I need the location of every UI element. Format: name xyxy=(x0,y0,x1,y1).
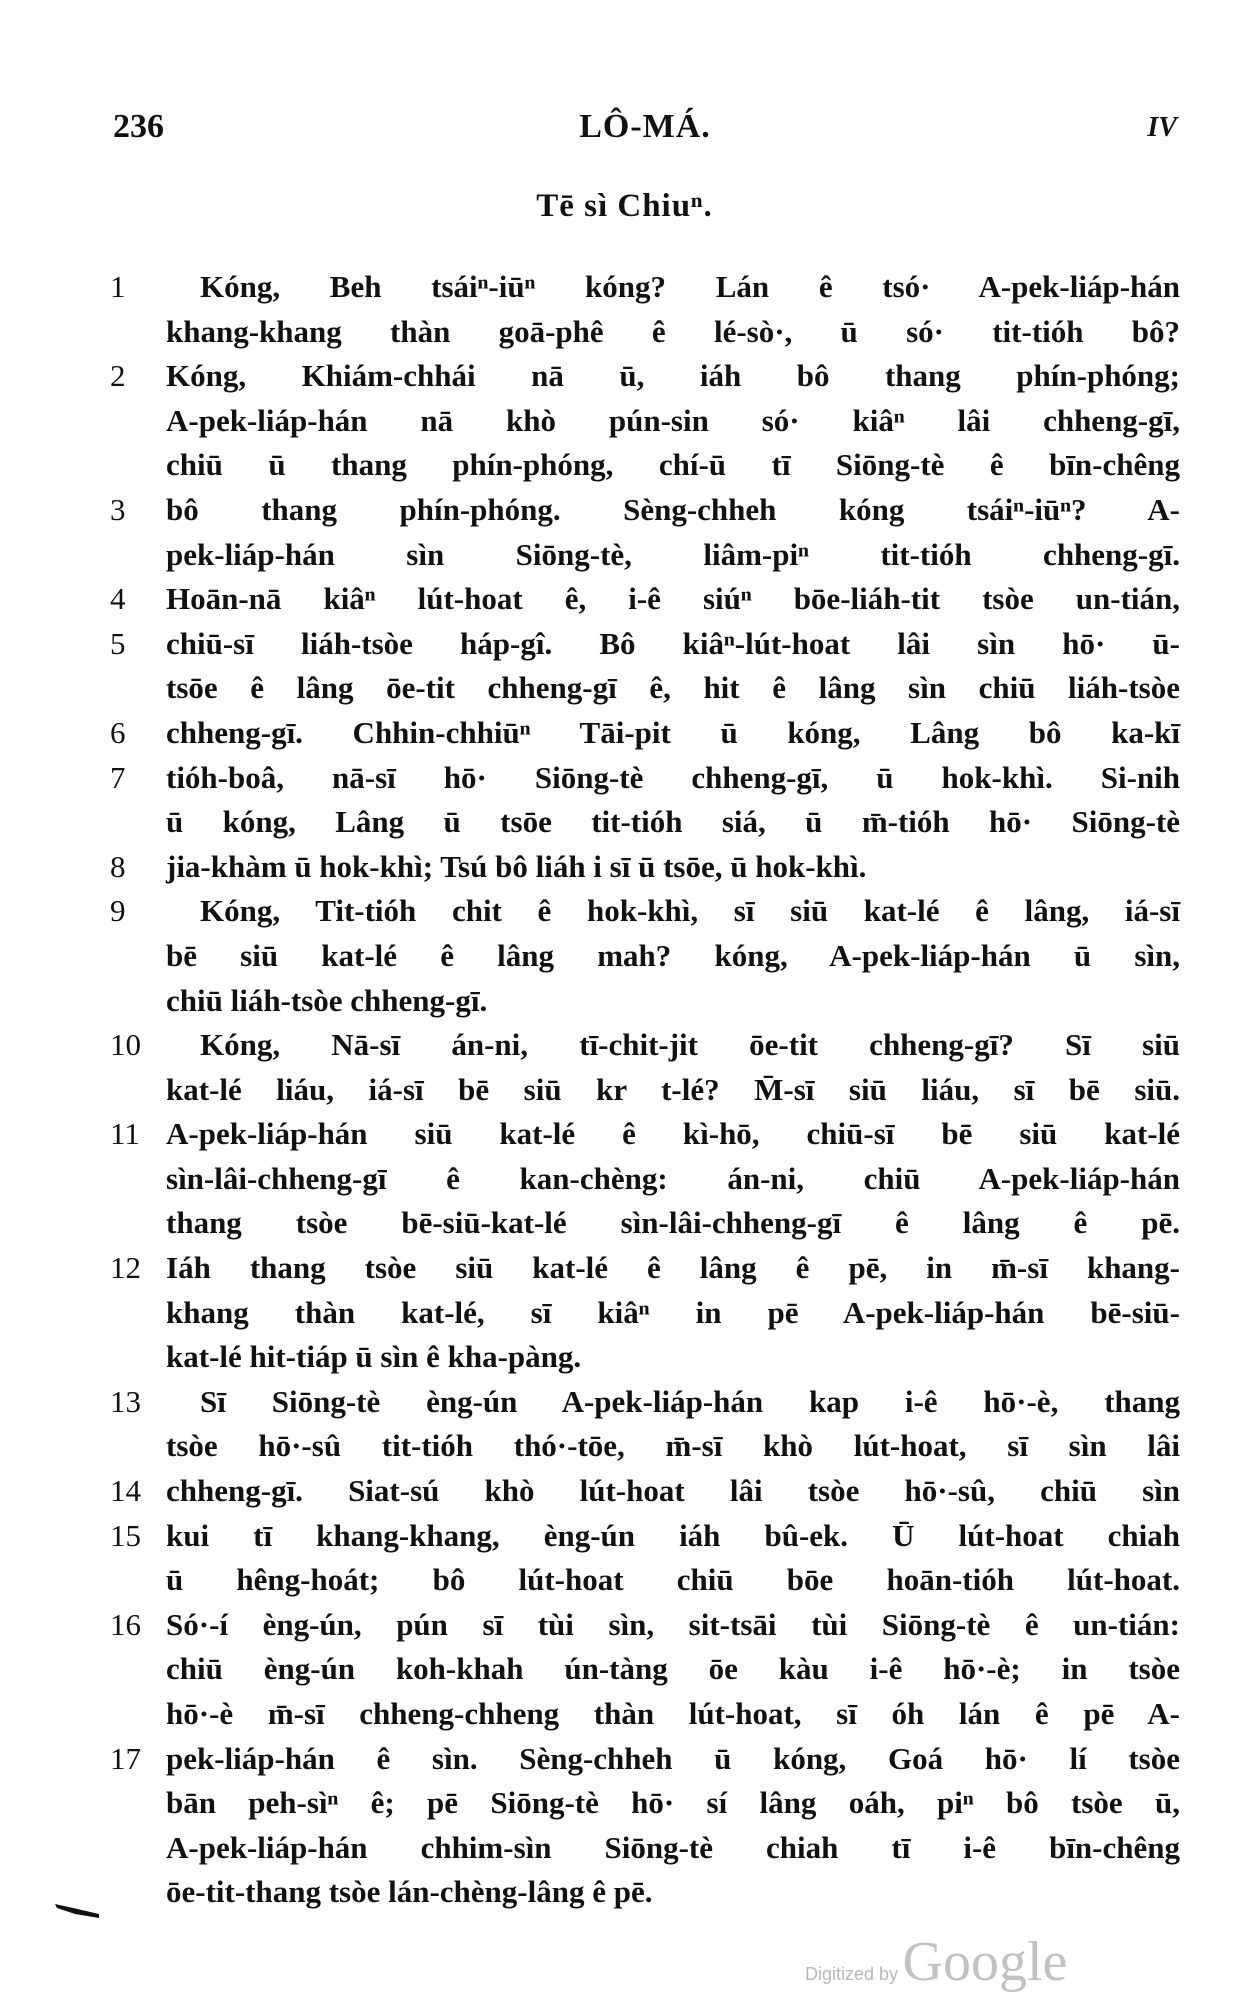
line-text: pek-liáp-hán sìn Siōng-tè, liâm-piⁿ tit-tióh chheng-gī. xyxy=(166,536,1180,572)
pointer-mark-icon xyxy=(55,1902,101,1920)
line-text: Kóng, Tit-tióh chit ê hok-khì, sī siū kat-lé ê lâng, iá-sī xyxy=(200,893,1180,929)
text-line xyxy=(110,443,1180,488)
text-line xyxy=(110,577,1180,622)
text-line xyxy=(110,1826,1180,1871)
text-line xyxy=(110,1469,1180,1514)
line-text: Só·-í èng-ún, pún sī tùi sìn, sit-tsāi tùi Siōng-tè ê un-tián: xyxy=(166,1606,1180,1642)
text-line xyxy=(110,1068,1180,1113)
page-number: 236 xyxy=(113,108,164,145)
digitized-watermark xyxy=(805,1930,1067,1994)
line-text: kui tī khang-khang, èng-ún iáh bû-ek. Ū lút-hoat chiah xyxy=(166,1517,1180,1553)
verse-number: 10 xyxy=(110,1027,141,1063)
verse-number: 6 xyxy=(110,714,126,750)
line-text: tióh-boâ, nā-sī hō· Siōng-tè chheng-gī, ū hok-khì. Si-nih xyxy=(166,759,1180,795)
line-text: khang thàn kat-lé, sī kiâⁿ in pē A-pek-liáp-hán bē-siū- xyxy=(166,1294,1180,1330)
verse-number: 17 xyxy=(110,1740,141,1776)
running-title: LÔ-MÁ. xyxy=(579,108,711,145)
text-line xyxy=(110,979,1180,1024)
verse-number: 12 xyxy=(110,1250,141,1286)
line-text: A-pek-liáp-hán siū kat-lé ê kì-hō, chiū-sī bē siū kat-lé xyxy=(166,1116,1180,1152)
line-text: thang tsòe bē-siū-kat-lé sìn-lâi-chheng-gī ê lâng ê pē. xyxy=(166,1205,1180,1241)
line-text: chheng-gī. Chhin-chhiūⁿ Tāi-pit ū kóng, Lâng bô ka-kī xyxy=(166,714,1180,750)
verse-number: 3 xyxy=(110,491,126,527)
text-line xyxy=(110,666,1180,711)
text-line xyxy=(110,1246,1180,1291)
text-line xyxy=(110,1424,1180,1469)
text-line xyxy=(110,1647,1180,1692)
text-line xyxy=(110,399,1180,444)
page-header xyxy=(113,108,1177,154)
text-line xyxy=(110,1112,1180,1157)
text-line xyxy=(110,756,1180,801)
verse-number: 9 xyxy=(110,893,126,929)
text-line xyxy=(110,1291,1180,1336)
line-text: jia-khàm ū hok-khì; Tsú bô liáh i sī ū tsōe, ū hok-khì. xyxy=(166,848,867,884)
line-text: hō·-è m̄-sī chheng-chheng thàn lút-hoat, sī óh lán ê pē A- xyxy=(166,1696,1180,1731)
line-text: tsòe hō·-sû tit-tióh thó·-tōe, m̄-sī khò lút-hoat, sī sìn lâi xyxy=(166,1428,1180,1464)
line-text: chiū-sī liáh-tsòe háp-gî. Bô kiâⁿ-lút-hoat lâi sìn hō· ū- xyxy=(166,625,1180,661)
verse-number: 8 xyxy=(110,848,126,884)
line-text: chiū liáh-tsòe chheng-gī. xyxy=(166,982,488,1018)
line-text: A-pek-liáp-hán nā khò pún-sin só· kiâⁿ lâi chheng-gī, xyxy=(166,402,1180,438)
text-line xyxy=(110,1558,1180,1603)
text-line xyxy=(110,889,1180,934)
verse-number: 16 xyxy=(110,1606,141,1642)
line-text: bē siū kat-lé ê lâng mah? kóng, A-pek-liáp-hán ū sìn, xyxy=(166,937,1180,973)
line-text: Kóng, Nā-sī án-ni, tī-chit-jit ōe-tit chheng-gī? Sī siū xyxy=(200,1027,1180,1063)
line-text: kat-lé hit-tiáp ū sìn ê kha-pàng. xyxy=(166,1339,582,1375)
text-line xyxy=(110,1603,1180,1648)
line-text: khang-khang thàn goā-phê ê lé-sò·, ū só· tit-tióh bô? xyxy=(166,313,1180,349)
section-title: Tē sì Chiuⁿ. xyxy=(536,188,713,224)
text-line xyxy=(110,1737,1180,1782)
text-line xyxy=(110,1157,1180,1202)
text-line xyxy=(110,622,1180,667)
verse-number: 4 xyxy=(110,581,126,617)
line-text: chiū èng-ún koh-khah ún-tàng ōe kàu i-ê hō·-è; in tsòe xyxy=(166,1651,1180,1687)
chapter-number: IV xyxy=(1147,112,1177,143)
text-line xyxy=(110,1023,1180,1068)
line-text: chheng-gī. Siat-sú khò lút-hoat lâi tsòe hō·-sû, chiū sìn xyxy=(166,1473,1180,1509)
google-logo: Google xyxy=(902,1931,1068,1993)
text-line xyxy=(110,845,1180,890)
watermark-prefix: Digitized by xyxy=(805,1964,899,1984)
line-text: Kóng, Khiám-chhái nā ū, iáh bô thang phín-phóng; xyxy=(166,358,1180,394)
verse-number: 5 xyxy=(110,625,126,661)
text-line xyxy=(110,1870,1180,1915)
line-text: bān peh-sìⁿ ê; pē Siōng-tè hō· sí lâng oáh, piⁿ bô tsòe ū, xyxy=(166,1785,1180,1821)
line-text: Kóng, Beh tsáiⁿ-iūⁿ kóng? Lán ê tsó· A-pek-liáp-hán xyxy=(200,269,1180,304)
line-text: Hoān-nā kiâⁿ lút-hoat ê, i-ê siúⁿ bōe-liáh-tit tsòe un-tián, xyxy=(166,581,1180,617)
text-line xyxy=(110,1781,1180,1826)
text-line xyxy=(110,934,1180,979)
line-text: Sī Siōng-tè èng-ún A-pek-liáp-hán kap i-ê hō·-è, thang xyxy=(200,1383,1180,1419)
verse-number: 13 xyxy=(110,1383,141,1419)
line-text: sìn-lâi-chheng-gī ê kan-chèng: án-ni, chiū A-pek-liáp-hán xyxy=(166,1160,1180,1196)
text-line xyxy=(110,711,1180,756)
line-text: ōe-tit-thang tsòe lán-chèng-lâng ê pē. xyxy=(166,1874,653,1910)
verse-number: 1 xyxy=(110,269,126,304)
verse-number: 2 xyxy=(110,358,126,394)
text-line xyxy=(110,488,1180,533)
text-line xyxy=(110,265,1180,310)
body-text xyxy=(110,265,1180,1915)
text-line xyxy=(110,800,1180,845)
text-line xyxy=(110,1692,1180,1737)
line-text: tsōe ê lâng ōe-tit chheng-gī ê, hit ê lâng sìn chiū liáh-tsòe xyxy=(166,670,1180,706)
text-line xyxy=(110,533,1180,578)
line-text: bô thang phín-phóng. Sèng-chheh kóng tsáiⁿ-iūⁿ? A- xyxy=(166,491,1180,527)
verse-number: 15 xyxy=(110,1517,141,1553)
text-line xyxy=(110,354,1180,399)
line-text: kat-lé liáu, iá-sī bē siū kr t-lé? M̄-sī siū liáu, sī bē siū. xyxy=(166,1071,1180,1107)
line-text: ū hêng-hoát; bô lút-hoat chiū bōe hoān-tióh lút-hoat. xyxy=(166,1562,1180,1598)
line-text: pek-liáp-hán ê sìn. Sèng-chheh ū kóng, Goá hō· lí tsòe xyxy=(166,1740,1180,1776)
text-line xyxy=(110,310,1180,355)
verse-number: 7 xyxy=(110,759,126,795)
line-text: ū kóng, Lâng ū tsōe tit-tióh siá, ū m̄-tióh hō· Siōng-tè xyxy=(166,804,1180,840)
line-text: A-pek-liáp-hán chhim-sìn Siōng-tè chiah tī i-ê bīn-chêng xyxy=(166,1829,1180,1865)
text-line xyxy=(110,1514,1180,1559)
text-line xyxy=(110,1201,1180,1246)
text-line xyxy=(110,1335,1180,1380)
line-text: chiū ū thang phín-phóng, chí-ū tī Siōng-tè ê bīn-chêng xyxy=(166,447,1180,483)
line-text: Iáh thang tsòe siū kat-lé ê lâng ê pē, in m̄-sī khang- xyxy=(166,1250,1180,1286)
verse-number: 14 xyxy=(110,1473,141,1509)
text-line xyxy=(110,1380,1180,1425)
verse-number: 11 xyxy=(110,1116,140,1152)
